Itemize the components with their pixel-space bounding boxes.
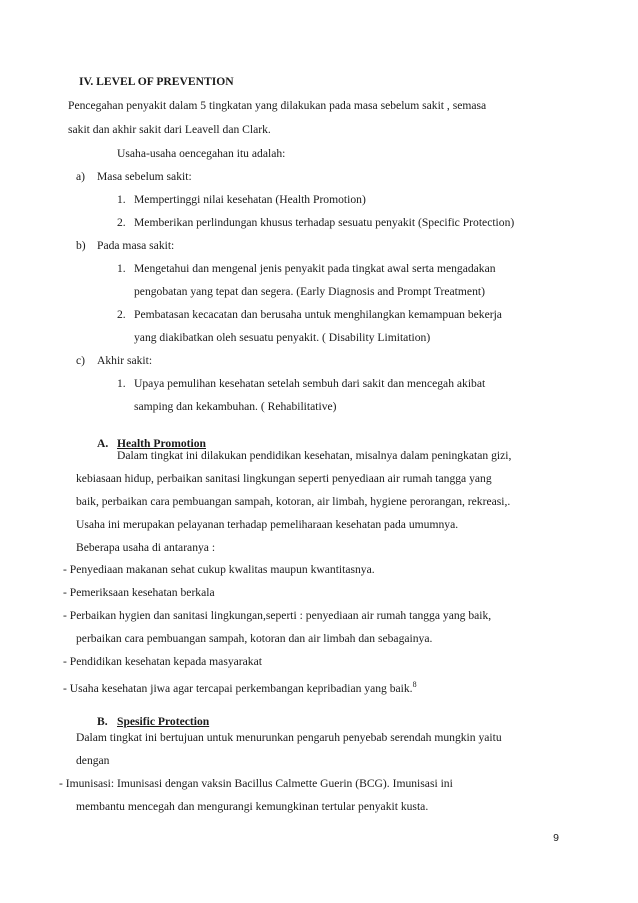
section-a-title: Health Promotion <box>117 437 206 450</box>
section-a-bullet-5-text: - Usaha kesehatan jiwa agar tercapai perkembangan kepribadian yang baik. <box>63 681 413 695</box>
intro-line-2: sakit dan akhir sakit dari Leavell dan Clark. <box>68 123 271 136</box>
section-b-title: Spesific Protection <box>117 715 210 728</box>
section-a-para-line-4: Usaha ini merupakan pelayanan terhadap pemeliharaan kesehatan pada umumnya. <box>76 518 459 531</box>
list-c-label: c) <box>76 354 86 367</box>
section-a-para-line-2: kebiasaan hidup, perbaikan sanitasi lingkungan seperti penyediaan air rumah tangga yang <box>76 472 492 485</box>
section-b-imunisasi-line-2: membantu mencegah dan mengurangi kemungkinan tertular penyakit kusta. <box>76 800 429 813</box>
section-a-letter: A. <box>97 437 109 450</box>
list-a1-text: Mempertinggi nilai kesehatan (Health Promotion) <box>134 193 366 206</box>
section-a-bullet-1: - Penyediaan makanan sehat cukup kwalitas maupun kwantitasnya. <box>63 563 375 576</box>
list-c1-line-1: Upaya pemulihan kesehatan setelah sembuh dari sakit dan mencegah akibat <box>134 377 486 390</box>
list-c1-num: 1. <box>117 377 126 390</box>
list-b2-line-2: yang diakibatkan oleh sesuatu penyakit. ( Disability Limitation) <box>134 331 431 344</box>
section-a-para-line-1: Dalam tingkat ini dilakukan pendidikan kesehatan, misalnya dalam peningkatan gizi, <box>117 449 512 462</box>
list-c-text: Akhir sakit: <box>97 354 153 367</box>
list-b2-line-1: Pembatasan kecacatan dan berusaha untuk menghilangkan kemampuan bekerja <box>134 308 502 321</box>
section-a-bullet-3-line-2: perbaikan cara pembuangan sampah, kotoran dan air limbah dan sebagainya. <box>76 632 433 645</box>
section-b-para-line-2: dengan <box>76 754 110 767</box>
list-b1-num: 1. <box>117 262 126 275</box>
section-a-bullet-3-line-1: - Perbaikan hygien dan sanitasi lingkungan,seperti : penyediaan air rumah tangga yang baik, <box>63 609 492 622</box>
intro-line-1: Pencegahan penyakit dalam 5 tingkatan yang dilakukan pada masa sebelum sakit , semasa <box>68 99 487 112</box>
list-b-label: b) <box>76 239 86 252</box>
list-b1-line-2: pengobatan yang tepat dan segera. (Early Diagnosis and Prompt Treatment) <box>134 285 485 298</box>
list-b-text: Pada masa sakit: <box>97 239 175 252</box>
section-a-bullet-2: - Pemeriksaan kesehatan berkala <box>63 586 215 599</box>
list-b2-num: 2. <box>117 308 126 321</box>
list-a2-num: 2. <box>117 216 126 229</box>
section-a-para-line-3: baik, perbaikan cara pembuangan sampah, kotoran, air limbah, hygiene perorangan, rekreasi,. <box>76 495 511 508</box>
section-b-para-line-1: Dalam tingkat ini bertujuan untuk menurunkan pengaruh penyebab serendah mungkin yaitu <box>76 731 502 744</box>
section-heading: IV. LEVEL OF PREVENTION <box>79 75 234 88</box>
section-a-bullet-5 <box>63 678 417 696</box>
list-c1-line-2: samping dan kekambuhan. ( Rehabilitative) <box>134 400 337 413</box>
list-a1-num: 1. <box>117 193 126 206</box>
footnote-ref: 8 <box>412 680 417 689</box>
list-a2-text: Memberikan perlindungan khusus terhadap sesuatu penyakit (Specific Protection) <box>134 216 515 229</box>
list-a-text: Masa sebelum sakit: <box>97 170 192 183</box>
section-b-imunisasi-line-1: - Imunisasi: Imunisasi dengan vaksin Bacillus Calmette Guerin (BCG). Imunisasi ini <box>59 777 453 790</box>
intro-usaha: Usaha-usaha oencegahan itu adalah: <box>117 147 286 160</box>
list-b1-line-1: Mengetahui dan mengenal jenis penyakit pada tingkat awal serta mengadakan <box>134 262 496 275</box>
section-a-beberapa: Beberapa usaha di antaranya : <box>76 541 216 554</box>
page-number: 9 <box>553 832 559 844</box>
section-a-bullet-4: - Pendidikan kesehatan kepada masyarakat <box>63 655 262 668</box>
section-b-letter: B. <box>97 715 108 728</box>
list-a-label: a) <box>76 170 86 183</box>
